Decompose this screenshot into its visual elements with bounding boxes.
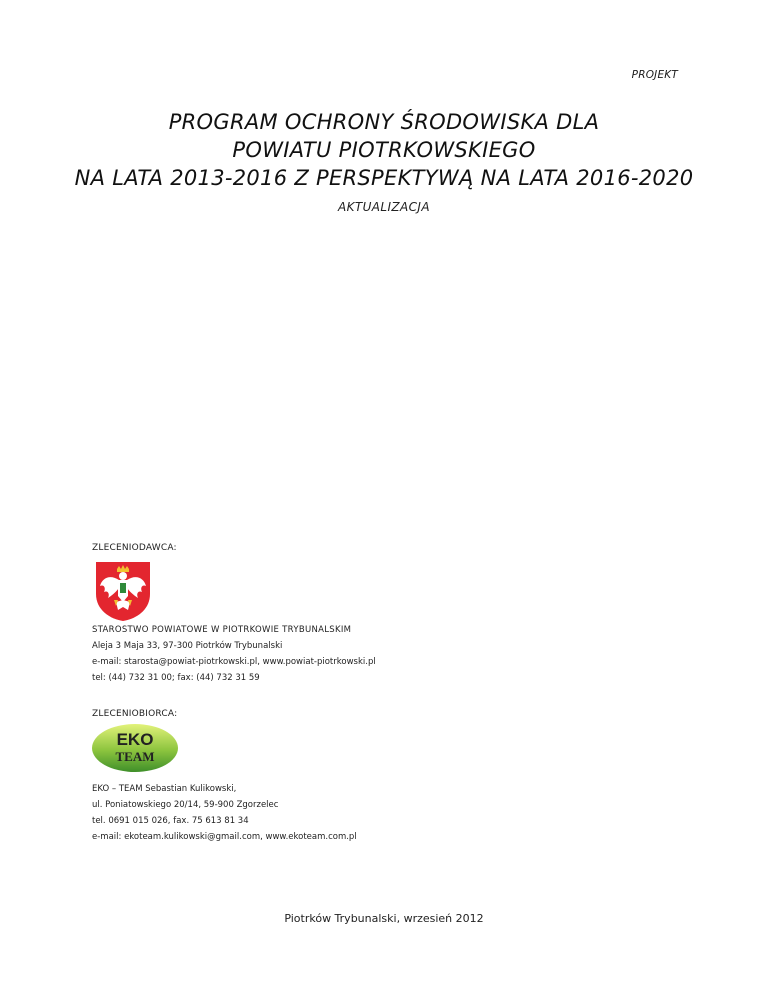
project-status-label: PROJEKT — [631, 69, 678, 81]
eko-logo-text-bottom: TEAM — [115, 749, 155, 764]
contractor-phone: tel. 0691 015 026, fax. 75 613 81 34 — [92, 816, 249, 826]
client-address: Aleja 3 Maja 33, 97-300 Piotrków Trybunalski — [92, 641, 283, 651]
client-name: STAROSTWO POWIATOWE W PIOTRKOWIE TRYBUNALSKIM — [92, 625, 352, 635]
place-date: Piotrków Trybunalski, wrzesień 2012 — [284, 912, 484, 925]
client-phone: tel: (44) 732 31 00; fax: (44) 732 31 59 — [92, 673, 260, 683]
coat-of-arms-eagle-icon — [92, 560, 154, 622]
document-title — [0, 108, 768, 214]
client-email-web: e-mail: starosta@powiat-piotrkowski.pl, www.powiat-piotrkowski.pl — [92, 657, 376, 667]
eko-logo-text-top: EKO — [116, 730, 154, 749]
title-line-3: NA LATA 2013-2016 Z PERSPEKTYWĄ NA LATA 2016-2020 — [74, 166, 694, 190]
client-label: ZLECENIODAWCA: — [92, 543, 177, 553]
document-subtitle: AKTUALIZACJA — [338, 200, 430, 214]
client-details — [92, 622, 376, 686]
title-line-2: POWIATU PIOTRKOWSKIEGO — [232, 138, 536, 162]
contractor-email-web: e-mail: ekoteam.kulikowski@gmail.com, www.ekoteam.com.pl — [92, 832, 357, 842]
contractor-address: ul. Poniatowskiego 20/14, 59-900 Zgorzelec — [92, 800, 279, 810]
contractor-details — [92, 781, 357, 845]
contractor-name: EKO – TEAM Sebastian Kulikowski, — [92, 784, 237, 794]
contractor-label: ZLECENIOBIORCA: — [92, 709, 178, 719]
eko-team-logo — [91, 723, 179, 773]
title-line-1: PROGRAM OCHRONY ŚRODOWISKA DLA — [168, 110, 600, 134]
